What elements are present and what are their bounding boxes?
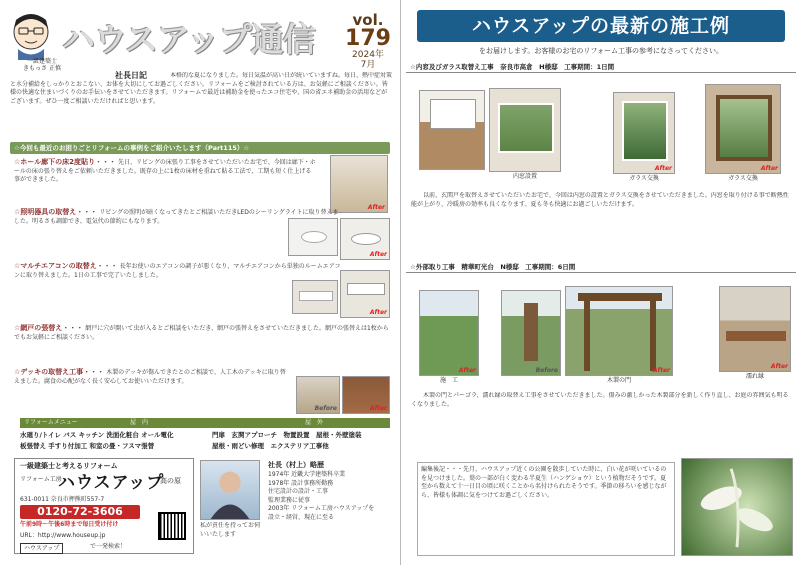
project1-photo-glass1: After ガラス交換 bbox=[613, 92, 675, 174]
masthead-title: ハウスアップ通信 bbox=[62, 20, 315, 59]
profile-line: 設立・経営、現在に至る bbox=[268, 513, 335, 521]
case-text: 先日、リビングの床張り工事をさせていただいたお宅で、今回は廊下・ホールの床の張り替えをご依頼いただきました。既存の上に1枚の床材を重ねて貼る工法で、工期も短く仕上げる事ができました。 bbox=[14, 159, 316, 184]
author-title: 一級建築士 bbox=[26, 58, 57, 65]
menu-outer-row1: 門扉 玄関アプローチ 物置設置 屋根・外壁塗装 bbox=[212, 431, 362, 439]
case-text: 木製のデッキが傷んできたとのご相談で、人工木のデッキに取り替えました。腐食の心配がなく長く安心してお使いいただけます。 bbox=[14, 369, 286, 385]
case-text: 網戸に穴が開いて虫が入るとご相談をいただき、網戸の張替えをさせていただきました。網戸の張替えは1枚からでもお気軽にご相談ください。 bbox=[14, 325, 389, 341]
project2-photo-deck: After 濡れ縁 bbox=[719, 286, 791, 372]
case-text: リビングの照明が暗くなってきたとご相談いただきLEDのシーリングライトに取り替えました。明るさも調節でき、電気代の節約にもなります。 bbox=[14, 209, 339, 225]
case-item-floor bbox=[14, 158, 316, 200]
issue-month: 7月 bbox=[360, 60, 376, 70]
case-item-deck bbox=[14, 368, 290, 412]
search-suffix: で一発検索！ bbox=[90, 543, 127, 550]
phone-number[interactable]: 0120-72-3606 bbox=[20, 505, 140, 519]
project2-photo-before: Before bbox=[501, 290, 561, 376]
menu-heading-inner: 屋 内 bbox=[130, 419, 149, 426]
case-title: ☆マルチエアコンの取替え・・・ bbox=[14, 262, 118, 270]
case-title: ☆照明器具の取替え・・・ bbox=[14, 208, 98, 216]
deck-after-photo: After bbox=[342, 376, 390, 414]
menu-bar bbox=[20, 418, 390, 428]
menu-inner-row2: 板張替え 手すり付加工 和室の畳・フスマ張替 bbox=[20, 442, 155, 450]
photo-caption: 木製の門 bbox=[606, 377, 631, 384]
project1-photo-before bbox=[419, 90, 485, 170]
search-box[interactable]: ハウスアップ bbox=[20, 543, 63, 554]
case-study-subtitle: をお届けします。お客様のお宅のリフォーム工事の参考になさってください。 bbox=[478, 47, 724, 55]
case-text: 長年お使いのエアコンの調子が悪くなり、マルチエアコンから単独のルームエアコンに取り替えました。1日の工事で完了いたしました。 bbox=[14, 263, 341, 279]
project2-header: ☆外部取り工事 精華町光台 N様邸 工事期間：6日間 bbox=[406, 262, 796, 273]
floor-photo: After bbox=[330, 155, 388, 213]
qr-code-icon[interactable] bbox=[158, 512, 186, 540]
project2-text: 木製の門とパーゴラ、濡れ縁の取替え工事をさせていただきました。傷みの激しかった木製部分を新しく作り直し、お庭の雰囲気も明るくなりました。 bbox=[411, 392, 789, 408]
vol-number: 179 bbox=[345, 26, 391, 51]
footer-branch: 高の原 bbox=[160, 477, 181, 485]
intro-text: 本格的な夏になりました。毎日気温が高い日が続いていますね。毎日、熱中症対策と水分補給をしっかりとおこない、お体を大切にしてお過ごしください。リフォームをご検討されている方は、お気軽にご相談ください。皆様の快適な住まいづくりのお手伝いをさせていただきます。リフォームで最近は補助金を使ったエコ住宅や、国の省エネ補助金の活用などがございます。ぜひ一度ご相談いただければと思います。 bbox=[10, 72, 392, 105]
diary-heading: 社長日記 bbox=[115, 71, 147, 80]
editor-note: 編集後記・・・先月、ハウスアップ近くの公園を散歩していた時に、白い花が咲いているのを見つけました。葉の一部が白く変わる半夏生（ハンゲショウ）という植物だそうです。夏至から数えて十一日目の頃に咲くことから名付けられたそうです。季節の移ろいを感じながら、皆様も体調に気をつけてお過ごしください。 bbox=[417, 462, 675, 556]
profile-note: 私が責任を持ってお伺いいたします bbox=[200, 522, 260, 538]
light-before-photo bbox=[288, 218, 338, 256]
case-title: ☆ホール廊下の床2度貼り・・・ bbox=[14, 158, 117, 166]
aircon-before-photo bbox=[292, 280, 338, 314]
menu-heading-outer: 屋 外 bbox=[305, 419, 324, 426]
footer-hours: 午前9時〜午後6時まで毎日受け付け bbox=[20, 521, 119, 528]
footer-address: 631-0011 奈良市押熊町557-7 bbox=[20, 496, 105, 503]
menu-inner-row1: 水廻り/トイレ バス キッチン 洗面化粧台 オール電化 bbox=[20, 431, 174, 439]
profile-line: 2003年 リフォーム工房ハウスアップを bbox=[268, 505, 375, 513]
profile-line: 監理業務に従事 bbox=[268, 496, 311, 504]
newsletter-right-page bbox=[400, 0, 800, 565]
project2-photo-wooden-gate: After 木製の門 bbox=[565, 286, 673, 376]
light-after-photo: After bbox=[340, 218, 390, 260]
president-photo bbox=[200, 460, 260, 520]
profile-list bbox=[268, 471, 394, 523]
aircon-after-photo: After bbox=[340, 270, 390, 318]
photo-caption: 内窓設置 bbox=[512, 173, 537, 180]
project2-photo-gate: After 施 工 bbox=[419, 290, 479, 376]
issue-year: 2024年 bbox=[352, 50, 384, 60]
menu-outer-row2: 屋根・雨どい修理 エクステリア工事他 bbox=[212, 442, 329, 450]
author-name: きもっさ 正慎 bbox=[23, 65, 61, 72]
profile-line: 住宅設計の設計・工事 bbox=[268, 488, 329, 496]
footer-brand: ハウスアップ bbox=[58, 473, 165, 493]
photo-caption: 濡れ縁 bbox=[745, 373, 764, 380]
project1-photo-window bbox=[489, 88, 561, 180]
author-portrait-icon bbox=[6, 8, 56, 60]
case-title: ☆デッキの取替え工事・・・ bbox=[14, 368, 105, 376]
plant-icon bbox=[682, 459, 792, 555]
vol-label: vol. bbox=[352, 11, 384, 29]
menu-label: リフォームメニュー bbox=[24, 419, 78, 426]
footer-company-small: リフォーム工房 bbox=[20, 476, 62, 483]
section-bar: ☆今回も最近のお困りごとリフォームの事例をご紹介いたします（Part115）☆ bbox=[10, 142, 390, 154]
photo-caption: 施 工 bbox=[439, 377, 458, 384]
photo-caption: ガラス交換 bbox=[728, 175, 758, 182]
profile-heading: 社長（村上）略歴 bbox=[268, 461, 324, 469]
case-title: ☆網戸の張替え・・・ bbox=[14, 324, 84, 332]
photo-caption: ガラス交換 bbox=[629, 175, 659, 182]
project1-header: ☆内窓及びガラス取替え工事 奈良市高倉 H様邸 工事期間：1日間 bbox=[406, 62, 796, 73]
deck-before-photo: Before bbox=[296, 376, 340, 414]
website-url[interactable]: URL：http://www.houseup.jp bbox=[20, 532, 106, 539]
footer-tagline: 一級建築士と考えるリフォーム bbox=[20, 462, 118, 470]
profile-line: 1978年 設計事務所勤務 bbox=[268, 479, 334, 487]
case-item-screen bbox=[14, 324, 390, 362]
profile-line: 1974年 近畿大学建築科卒業 bbox=[268, 471, 346, 478]
project1-photo-glass2: After ガラス交換 bbox=[705, 84, 781, 174]
flower-photo bbox=[681, 458, 793, 556]
case-study-title: ハウスアップの最新の施工例 bbox=[417, 10, 785, 42]
issue-badge bbox=[343, 12, 393, 70]
project1-text: 以前、玄関戸を取替えさせていただいたお宅で、今回は内窓の設置とガラス交換をさせていただきました。内窓を取り付ける事で断熱性能が上がり、冷暖房の効率も良くなります。夏も冬も快適にお過ごしいただけます。 bbox=[411, 192, 789, 208]
person-icon bbox=[201, 461, 259, 519]
